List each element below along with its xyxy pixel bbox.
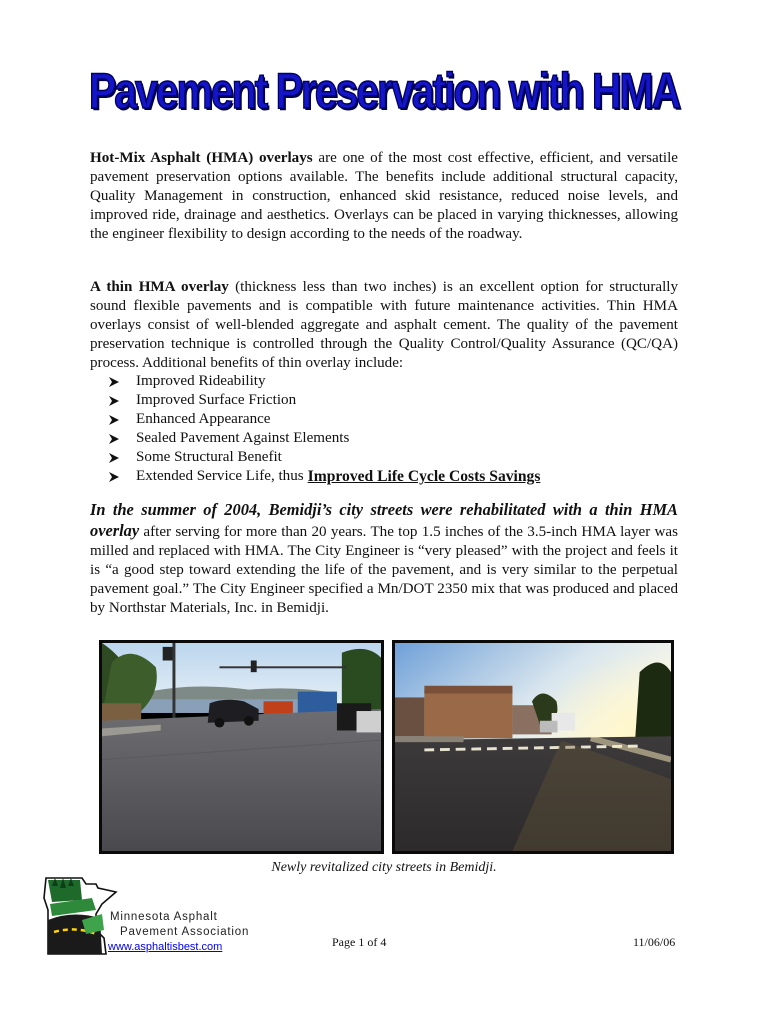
- bullet-text: Extended Service Life, thus: [136, 468, 304, 484]
- page-number: Page 1 of 4: [332, 935, 387, 949]
- arrowhead-icon: [108, 433, 120, 445]
- arrowhead-icon: [108, 452, 120, 464]
- org-name-line2: Pavement Association: [120, 926, 250, 938]
- thin-overlay-lead: A thin HMA overlay: [90, 279, 229, 295]
- bemidji-lead: In the summer of 2004, Bemidji’s city streets were rehabilitated with a thin HMA overlay: [90, 500, 678, 540]
- list-item: [108, 391, 540, 410]
- arrowhead-icon: [108, 471, 120, 483]
- arrowhead-icon: [108, 414, 120, 426]
- org-name: [110, 910, 249, 940]
- benefits-list: [108, 372, 540, 486]
- intro-text: are one of the most cost effective, efficient, and versatile pavement preservation options available. The benefits include additional structural capacity, Quality Management in construction, enhanced skid resistance, reduced noise levels, and improved ride, drainage and aesthetics. Overlays can be placed in varying thicknesses, allowing the engineer flexibility to design according to the needs of the roadway.: [90, 150, 678, 242]
- page-title: Pavement Preservation with HMA: [88, 63, 680, 119]
- thin-overlay-paragraph: [90, 278, 678, 373]
- thin-overlay-text: (thickness less than two inches) is an excellent option for structurally sound flexible pavements and is compatible with future maintenance activities. Thin HMA overlays consist of well-blended aggregate and asphalt cement. The quality of the pavement preservation technique is controlled through the Quality Control/Quality Assurance (QC/QA) process. Additional benefits of thin overlay include:: [90, 279, 678, 371]
- org-name-line1: Minnesota Asphalt: [110, 911, 218, 923]
- list-item: [108, 410, 540, 429]
- document-date: 11/06/06: [633, 935, 676, 949]
- intro-lead: Hot-Mix Asphalt (HMA) overlays: [90, 150, 313, 166]
- arrowhead-icon: [108, 395, 120, 407]
- street-photo-sunset: [392, 640, 674, 854]
- list-item: [108, 372, 540, 391]
- website-link[interactable]: www.asphaltisbest.com: [108, 941, 223, 953]
- list-item: [108, 448, 540, 467]
- bullet-text: Enhanced Appearance: [136, 411, 271, 427]
- life-cycle-savings-emphasis: Improved Life Cycle Costs Savings: [307, 468, 541, 485]
- photo-caption: Newly revitalized city streets in Bemidji.: [271, 860, 497, 875]
- bullet-text: Improved Surface Friction: [136, 392, 297, 408]
- bemidji-paragraph: [90, 500, 678, 618]
- bullet-text: Some Structural Benefit: [136, 449, 282, 465]
- bullet-text: Improved Rideability: [136, 373, 266, 389]
- list-item: [108, 467, 540, 486]
- street-photo-lakeside: [99, 640, 384, 854]
- bullet-text: Sealed Pavement Against Elements: [136, 430, 350, 446]
- intro-paragraph: [90, 149, 678, 244]
- bemidji-text: after serving for more than 20 years. The top 1.5 inches of the 3.5-inch HMA layer was milled and replaced with HMA. The City Engineer is “very pleased” with the project and feels it is “a good step toward extending the life of the pavement, and is very similar to the perpetual pavement goal.” The City Engineer specified a Mn/DOT 2350 mix that was produced and placed by Northstar Materials, Inc. in Bemidji.: [90, 524, 678, 616]
- arrowhead-icon: [108, 376, 120, 388]
- list-item: [108, 429, 540, 448]
